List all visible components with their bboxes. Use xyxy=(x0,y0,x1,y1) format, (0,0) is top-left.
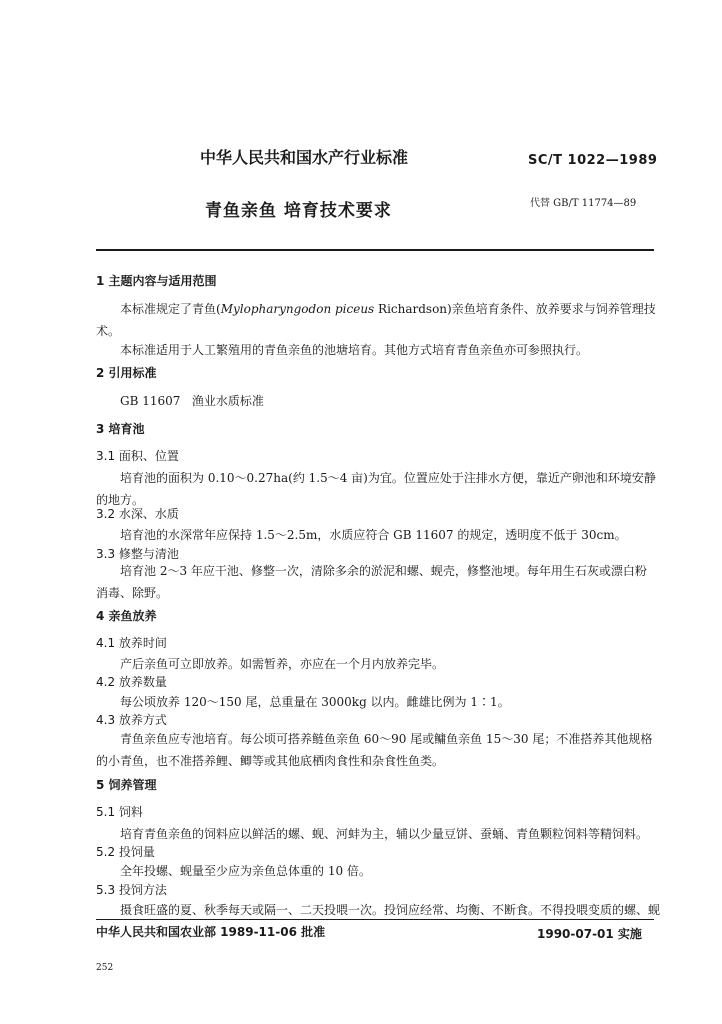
referenced-standard: GB 11607 渔业水质标准 xyxy=(120,394,264,408)
clause-3-2-text: 培育池的水深常年应保持 1.5～2.5m，水质应符合 GB 11607 的规定，透明度不低于 30cm。 xyxy=(120,528,627,542)
clause-5-2-heading: 5.2 投饲量 xyxy=(96,845,155,859)
section-1-paragraph-1: 本标准规定了青鱼(Mylopharyngodon piceus Richardson)亲鱼培育条件、放养要求与饲养管理技术。 xyxy=(96,302,656,338)
clause-3-3-text: 培育池 2～3 年应干池、修整一次，清除多余的淤泥和螺、蚬壳，修整池埂。每年用生石灰或漂白粉消毒、除野。 xyxy=(96,564,647,600)
issuing-organization: 中华人民共和国水产行业标准 xyxy=(200,148,409,167)
clause-5-2-text: 全年投螺、蚬量至少应为亲鱼总体重的 10 倍。 xyxy=(120,864,371,878)
clause-4-2-text: 每公顷放养 120～150 尾，总重量在 3000kg 以内。雌雄比例为 1∶1。 xyxy=(120,695,510,709)
header-rule xyxy=(96,249,654,251)
clause-5-3-text: 摄食旺盛的夏、秋季每天或隔一、二天投喂一次。投饲应经常、均衡、不断食。不得投喂变质的螺、蚬 xyxy=(120,903,661,917)
section-2-heading: 2 引用标准 xyxy=(96,366,157,380)
clause-4-3-text: 青鱼亲鱼应专池培育。每公顷可搭养鲢鱼亲鱼 60～90 尾或鳙鱼亲鱼 15～30 尾；不准搭养其他规格的小青鱼，也不准搭养鲤、鲫等或其他底栖肉食性和杂食性鱼类。 xyxy=(96,732,653,768)
clause-4-2-heading: 4.2 放养数量 xyxy=(96,675,167,689)
clause-3-1-heading: 3.1 面积、位置 xyxy=(96,449,179,463)
replaces-note: 代替 GB/T 11774—89 xyxy=(530,198,637,209)
section-1-heading: 1 主题内容与适用范围 xyxy=(96,274,217,288)
page-number: 252 xyxy=(96,963,114,973)
clause-5-1-heading: 5.1 饲料 xyxy=(96,805,143,819)
section-5-heading: 5 饲养管理 xyxy=(96,778,157,792)
clause-4-1-heading: 4.1 放养时间 xyxy=(96,636,167,650)
footer-rule xyxy=(96,919,654,920)
implementation-date: 1990-07-01 实施 xyxy=(537,927,642,941)
section-4-heading: 4 亲鱼放养 xyxy=(96,609,157,623)
approval-line: 中华人民共和国农业部 1989-11-06 批准 xyxy=(96,925,326,939)
clause-5-3-heading: 5.3 投饲方法 xyxy=(96,883,167,897)
clause-5-1-text: 培育青鱼亲鱼的饲料应以鲜活的螺、蚬、河蚌为主，辅以少量豆饼、蚕蛹、青鱼颗粒饲料等精饲料。 xyxy=(120,827,649,841)
clause-4-1-text: 产后亲鱼可立即放养。如需暂养，亦应在一个月内放养完毕。 xyxy=(120,657,445,671)
clause-3-3-heading: 3.3 修整与清池 xyxy=(96,547,179,561)
clause-4-3-heading: 4.3 放养方式 xyxy=(96,713,167,727)
section-3-heading: 3 培育池 xyxy=(96,422,145,436)
clause-3-2-heading: 3.2 水深、水质 xyxy=(96,507,179,521)
clause-3-1-text: 培育池的面积为 0.10～0.27ha(约 1.5～4 亩)为宜。位置应处于注排水方便，靠近产卵池和环境安静的地方。 xyxy=(96,471,656,507)
standard-code: SC/T 1022—1989 xyxy=(528,153,658,168)
section-1-paragraph-2: 本标准适用于人工繁殖用的青鱼亲鱼的池塘培育。其他方式培育青鱼亲鱼亦可参照执行。 xyxy=(120,343,589,357)
document-title: 青鱼亲鱼 培育技术要求 xyxy=(205,201,392,221)
